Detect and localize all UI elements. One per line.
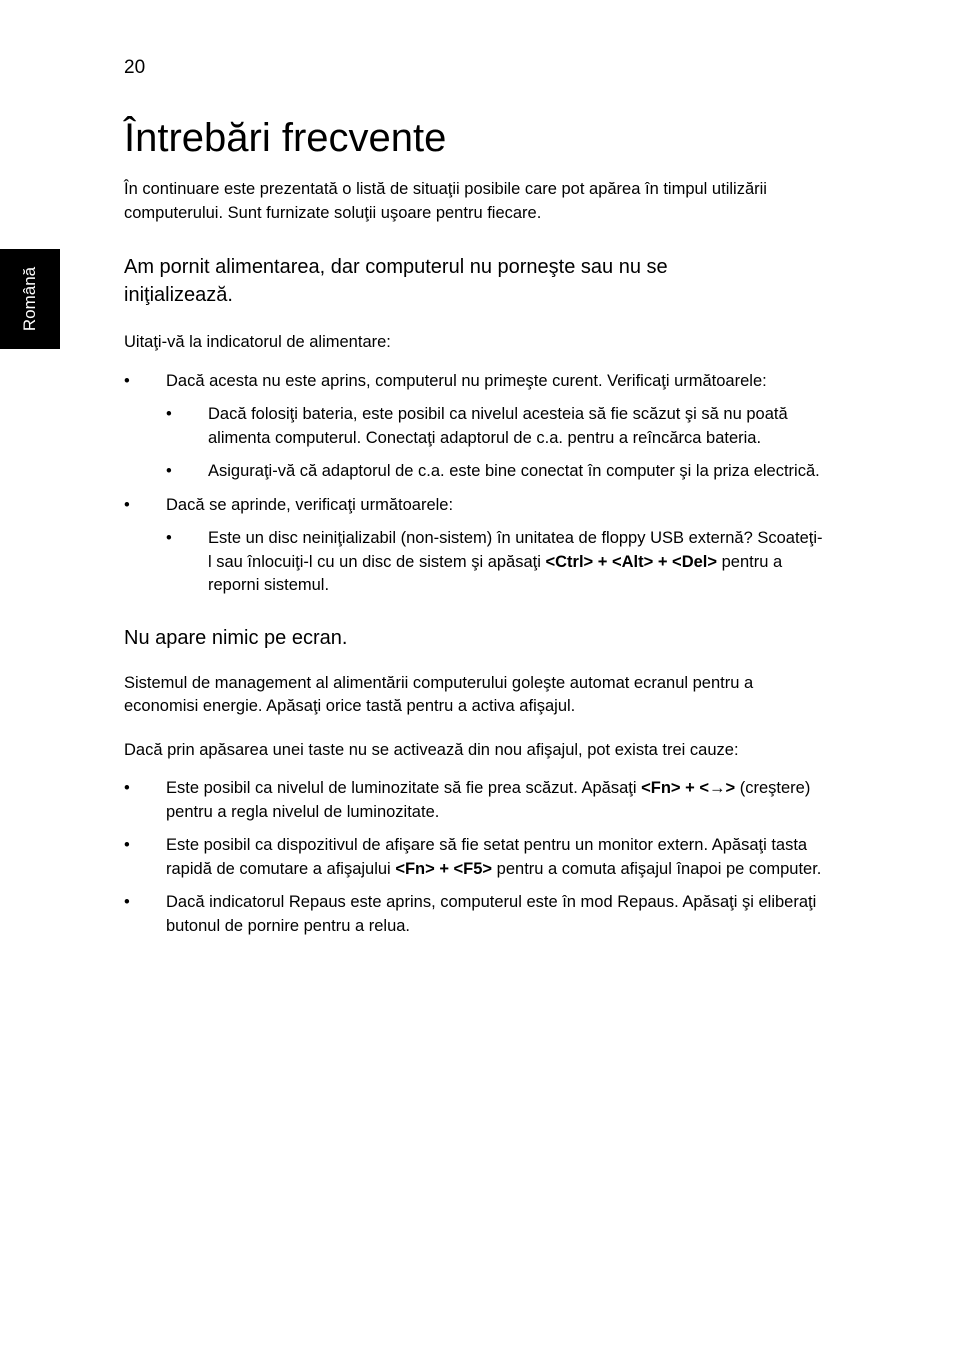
list-item bbox=[124, 777, 824, 824]
section-heading-power: Am pornit alimentarea, dar computerul nu porneşte sau nu se iniţializează. bbox=[124, 256, 668, 306]
key-combination: <Fn> + <→> bbox=[641, 779, 736, 797]
intro-paragraph: În continuare este prezentată o listă de situaţii posibile care pot apărea în timpul utilizării computerului. Sunt furnizate soluţii uşoare pentru fiecare. bbox=[124, 180, 767, 222]
list-item-text bbox=[166, 777, 824, 824]
text-segment: (creştere) pentru a regla nivelul de luminozitate. bbox=[166, 779, 811, 821]
power-checklist bbox=[124, 370, 824, 598]
sub-list bbox=[166, 403, 824, 484]
sub-list-item bbox=[166, 527, 824, 598]
language-tab-label: Română bbox=[20, 266, 39, 332]
sub-list-item bbox=[166, 460, 824, 484]
bullet: • bbox=[124, 893, 130, 911]
list-item-text: Dacă indicatorul Repaus este aprins, computerul este în mod Repaus. Apăsaţi şi eliberaţi butonul de pornire pentru a relua. bbox=[166, 893, 817, 935]
power-indicator-lead: Uitaţi-vă la indicatorul de alimentare: bbox=[124, 333, 391, 351]
list-item-text bbox=[166, 834, 824, 881]
bullet: • bbox=[166, 462, 172, 480]
bullet: • bbox=[124, 779, 130, 797]
key-combination: <Ctrl> + <Alt> + <Del> bbox=[545, 552, 718, 571]
bullet: • bbox=[124, 495, 130, 514]
bullet: • bbox=[166, 529, 172, 547]
document-body bbox=[124, 112, 824, 948]
list-item-text: Dacă acesta nu este aprins, computerul nu primeşte curent. Verificaţi următoarele: bbox=[166, 371, 767, 390]
page-number: 20 bbox=[124, 57, 146, 78]
sub-list bbox=[166, 527, 824, 598]
list-item bbox=[124, 834, 824, 881]
text-segment: Este posibil ca nivelul de luminozitate să fie prea scăzut. Apăsaţi bbox=[166, 779, 637, 797]
causes-lead: Dacă prin apăsarea unei taste nu se activează din nou afişajul, pot exista trei cauze: bbox=[124, 740, 739, 759]
section-heading-blank-screen: Nu apare nimic pe ecran. bbox=[124, 626, 348, 649]
bullet: • bbox=[124, 836, 130, 854]
language-tab bbox=[0, 249, 60, 349]
text-segment: Este un disc neiniţializabil (non-sistem) în unitatea de floppy USB externă? Scoateţi-l sau înlocuiţi-l cu un disc de sistem şi apăsaţi bbox=[208, 529, 823, 571]
power-management-paragraph: Sistemul de management al alimentării computerului goleşte automat ecranul pentru a economisi energie. Apăsaţi orice tastă pentru a activa afişajul. bbox=[124, 673, 754, 715]
sub-list-item-text: Dacă folosiţi bateria, este posibil ca nivelul acesteia să fie scăzut şi să nu poată alimenta computerul. Conectaţi adaptorul de c.a. pentru a reîncărca bateria. bbox=[208, 405, 788, 447]
sub-list-item-text bbox=[208, 527, 824, 598]
page-title: Întrebări frecvente bbox=[124, 116, 447, 160]
key-combination: <Fn> + <F5> bbox=[395, 859, 493, 878]
sub-list-item bbox=[166, 403, 824, 450]
list-item bbox=[124, 494, 824, 598]
list-item bbox=[124, 370, 824, 484]
text-segment: Este posibil ca dispozitivul de afişare să fie setat pentru un monitor extern. Apăsaţi tasta rapidă de comutare a afişajului bbox=[166, 836, 808, 878]
text-segment: pentru a comuta afişajul înapoi pe computer. bbox=[496, 859, 822, 878]
text-segment: pentru a reporni sistemul. bbox=[208, 552, 783, 594]
bullet: • bbox=[124, 371, 130, 390]
list-item bbox=[124, 891, 824, 938]
causes-list bbox=[124, 777, 824, 938]
list-item-text: Dacă se aprinde, verificaţi următoarele: bbox=[166, 495, 454, 514]
sub-list-item-text: Asiguraţi-vă că adaptorul de c.a. este bine conectat în computer şi la priza electrică. bbox=[208, 462, 820, 480]
bullet: • bbox=[166, 405, 172, 423]
